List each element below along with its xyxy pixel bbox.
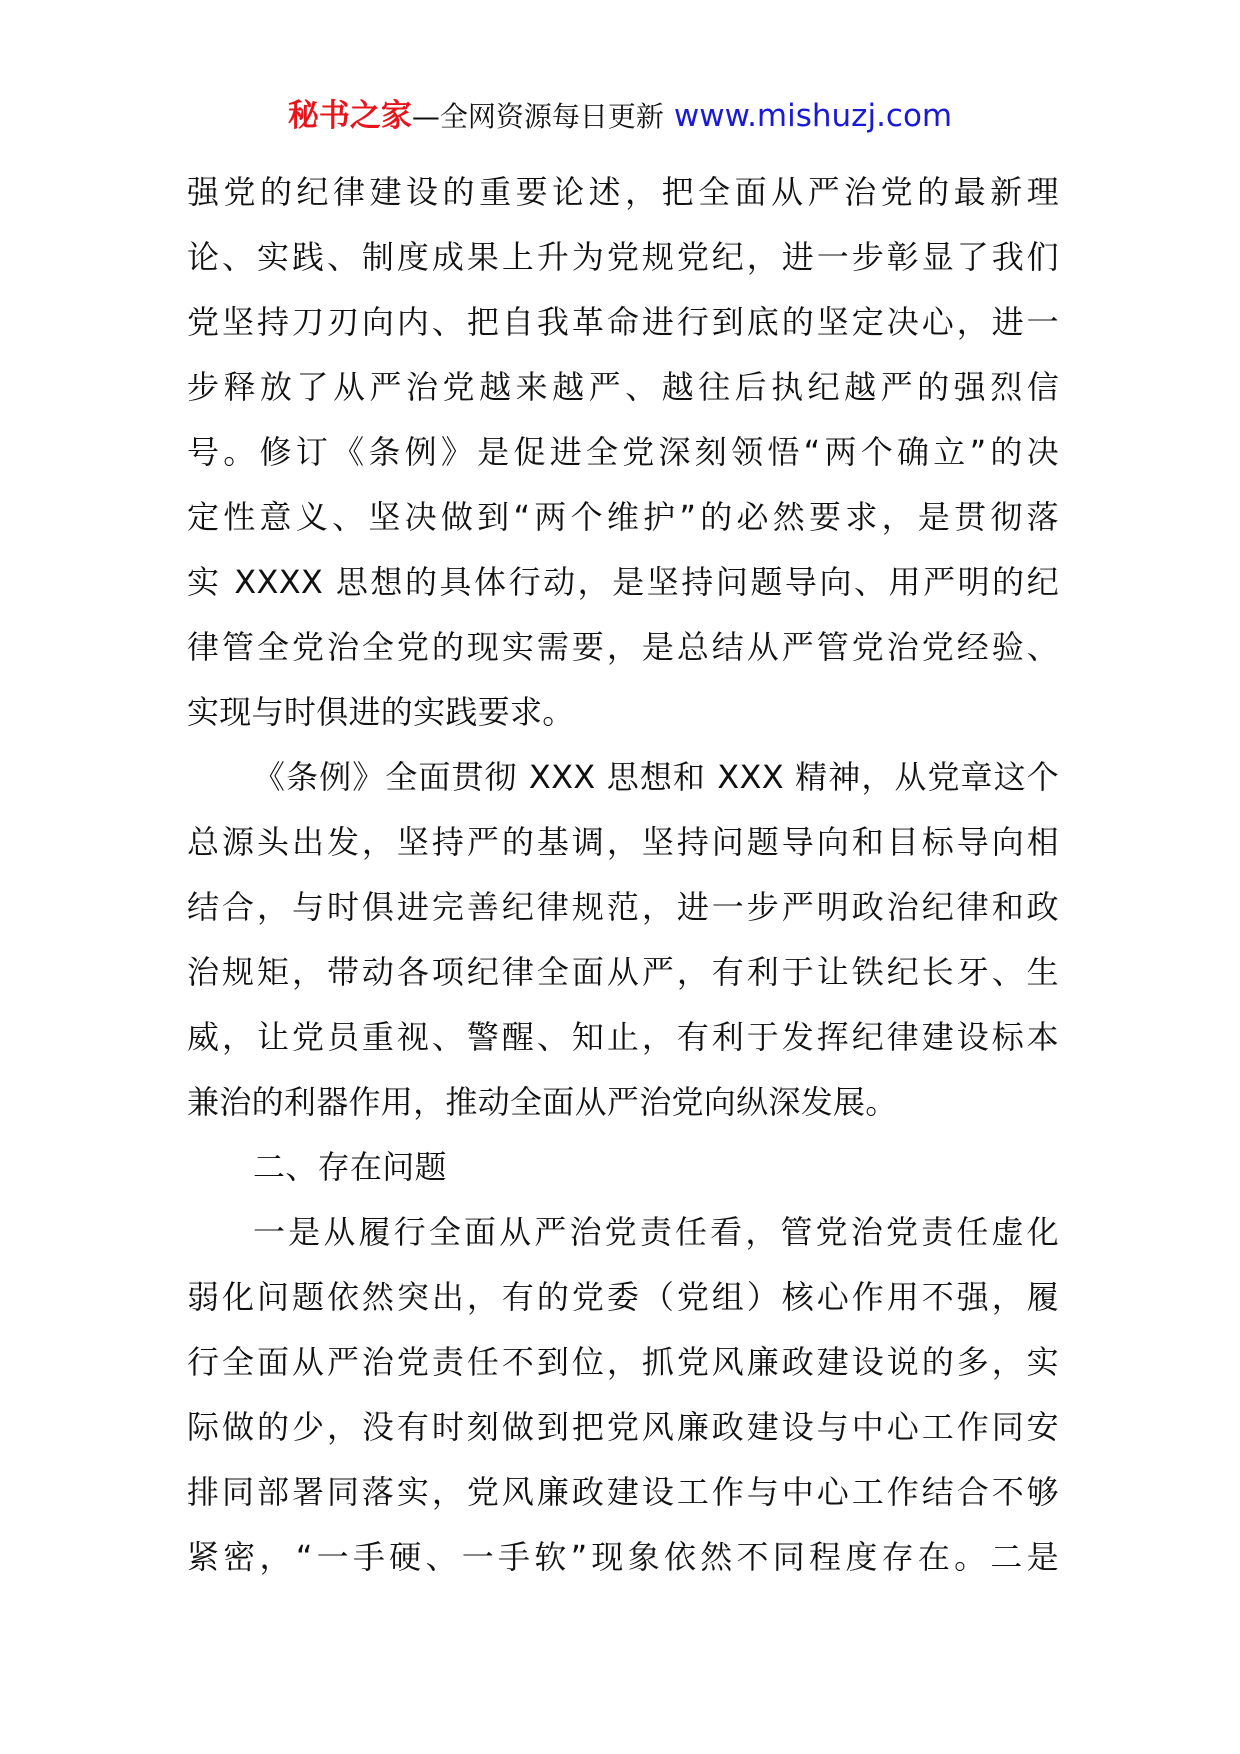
site-url-link[interactable]: www.mishuzj.com (673, 98, 953, 134)
text-line: 弱化问题依然突出，有的党委（党组）核心作用不强，履 (187, 1278, 1059, 1316)
text-line: 一是从履行全面从严治党责任看，管党治党责任虚化 (253, 1213, 1059, 1251)
text-line: 党坚持刀刃向内、把自我革命进行到底的坚定决心，进一 (187, 303, 1059, 341)
text-line: 论、实践、制度成果上升为党规党纪，进一步彰显了我们 (187, 238, 1059, 276)
text-line: 强党的纪律建设的重要论述，把全面从严治党的最新理 (187, 173, 1059, 211)
document-body (187, 160, 1059, 1590)
text-line: 紧密，“一手硬、一手软”现象依然不同程度存在。二是 (187, 1538, 1059, 1576)
text-line: 定性意义、坚决做到“两个维护”的必然要求，是贯彻落 (187, 498, 1059, 536)
text-line: 步释放了从严治党越来越严、越往后执纪越严的强烈信 (187, 368, 1059, 406)
text-line: 排同部署同落实，党风廉政建设工作与中心工作结合不够 (187, 1473, 1059, 1511)
site-tagline: —全网资源每日更新 (411, 100, 664, 133)
text-line: 实现与时俱进的实践要求。 (187, 693, 575, 731)
text-line: 总源头出发，坚持严的基调，坚持问题导向和目标导向相 (187, 823, 1059, 861)
site-brand: 秘书之家 (287, 98, 412, 134)
text-line: 律管全党治全党的现实需要，是总结从严管党治党经验、 (187, 628, 1059, 666)
text-line: 兼治的利器作用，推动全面从严治党向纵深发展。 (187, 1083, 898, 1121)
text-line: 威，让党员重视、警醒、知止，有利于发挥纪律建设标本 (187, 1018, 1059, 1056)
text-line: 实 XXXX 思想的具体行动，是坚持问题导向、用严明的纪 (187, 563, 1059, 601)
text-line: 结合，与时俱进完善纪律规范，进一步严明政治纪律和政 (187, 888, 1059, 926)
text-line: 号。修订《条例》是促进全党深刻领悟“两个确立”的决 (187, 433, 1059, 471)
text-line: 《条例》全面贯彻 XXX 思想和 XXX 精神，从党章这个 (253, 758, 1059, 796)
text-line: 行全面从严治党责任不到位，抓党风廉政建设说的多，实 (187, 1343, 1059, 1381)
text-line: 际做的少，没有时刻做到把党风廉政建设与中心工作同安 (187, 1408, 1059, 1446)
text-line: 治规矩，带动各项纪律全面从严，有利于让铁纪长牙、生 (187, 953, 1059, 991)
page-header (0, 96, 1240, 137)
section-heading: 二、存在问题 (253, 1148, 447, 1186)
